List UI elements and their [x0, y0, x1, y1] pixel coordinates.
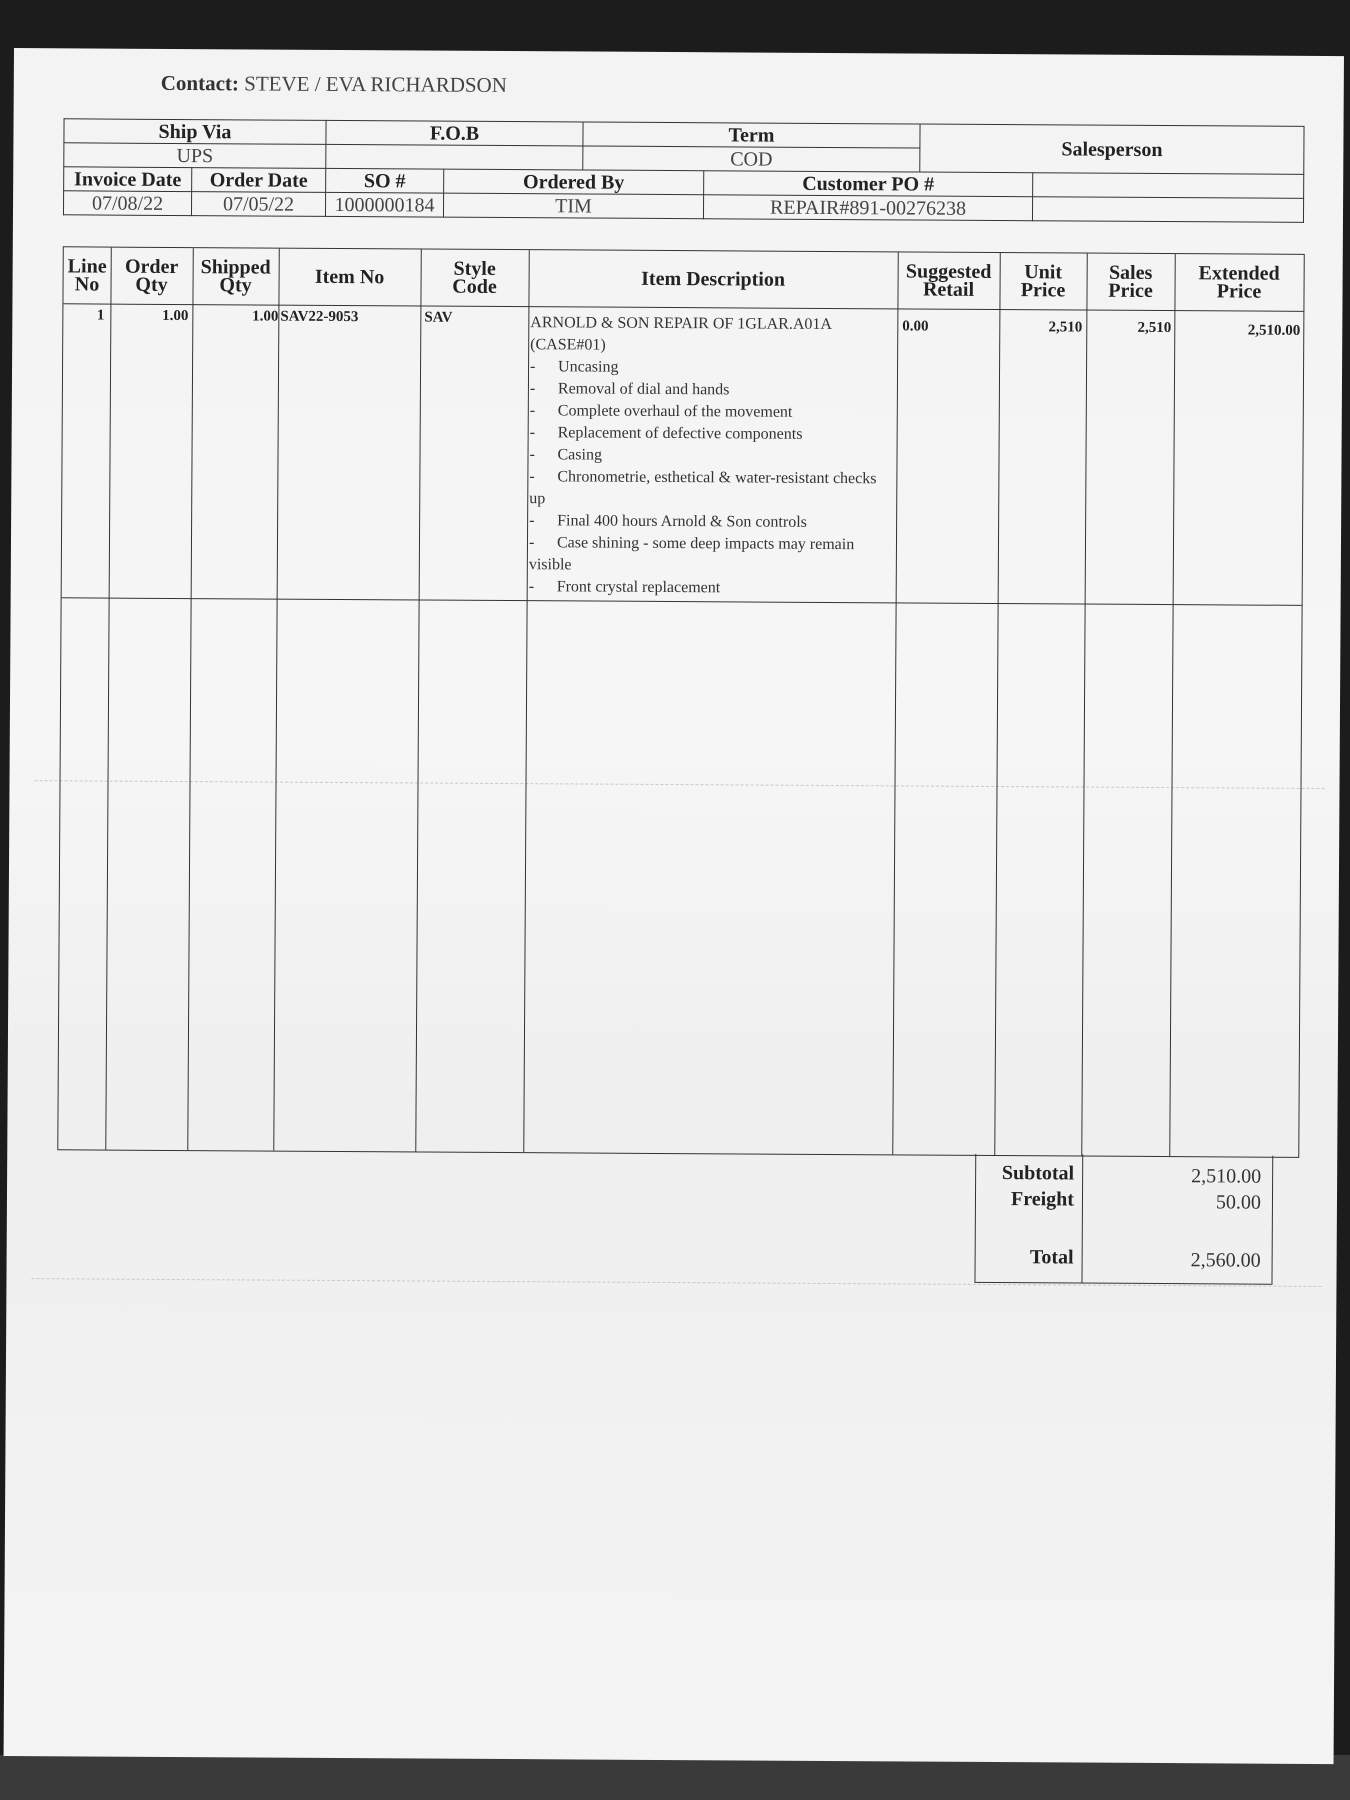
item-unit-price: 2,510	[1048, 319, 1083, 336]
column-divider	[892, 252, 899, 1154]
description-case: (CASE#01)	[530, 336, 606, 354]
bullet-dash: -	[528, 534, 535, 552]
bullet-dash: -	[529, 512, 535, 530]
term-label: Term	[583, 122, 920, 148]
col-line-no: Line No	[67, 255, 107, 296]
column-divider	[415, 249, 422, 1151]
order-header-table	[63, 118, 1305, 223]
item-order-qty: 1.00	[162, 307, 189, 325]
so-number-label: SO #	[326, 168, 444, 193]
fob-label: F.O.B	[326, 120, 583, 146]
col-style-code: Style Code	[452, 257, 497, 298]
col-unit-price: Unit Price	[1020, 261, 1066, 302]
so-number-value: 1000000184	[325, 192, 443, 217]
contact-line	[161, 71, 507, 98]
salesperson-label: Salesperson	[920, 124, 1304, 174]
customer-po-value: REPAIR#891-00276238	[703, 195, 1032, 221]
totals-divider	[1081, 1155, 1083, 1283]
contact-label: Contact:	[160, 70, 240, 96]
ship-via-label: Ship Via	[64, 119, 326, 145]
col-item-no: Item No	[314, 265, 385, 289]
column-divider	[1169, 254, 1176, 1156]
col-suggested-retail: Suggested Retail	[905, 260, 992, 301]
column-divider	[523, 250, 530, 1152]
description-step: Front crystal replacement	[556, 578, 721, 597]
description-step: Uncasing	[558, 358, 619, 376]
bullet-dash: -	[529, 380, 536, 398]
item-sales-price: 2,510	[1137, 319, 1172, 337]
item-description	[529, 312, 881, 600]
col-item-description: Item Description	[641, 267, 786, 291]
description-step: Case shining - some deep impacts may remain visible	[528, 534, 855, 574]
column-divider	[187, 248, 194, 1150]
bullet-dash: -	[530, 358, 536, 376]
subtotal-label: Subtotal	[1001, 1162, 1075, 1185]
description-step: Replacement of defective components	[557, 424, 803, 443]
bullet-dash: -	[529, 468, 535, 486]
description-step: Complete overhaul of the movement	[557, 402, 793, 421]
bullet-dash: -	[529, 446, 535, 464]
freight-label: Freight	[1010, 1188, 1075, 1211]
description-step: Casing	[557, 446, 603, 464]
line-items-table	[57, 246, 1304, 1158]
item-number: SAV22-9053	[280, 308, 359, 326]
col-sales-price: Sales Price	[1108, 261, 1153, 302]
bullet-dash: -	[529, 402, 536, 420]
fob-value	[326, 144, 583, 170]
invoice-sheet	[4, 48, 1344, 1764]
blank-cell	[1032, 197, 1303, 223]
invoice-date-label: Invoice Date	[64, 167, 192, 192]
description-title: ARNOLD & SON REPAIR OF 1GLAR.A01A	[530, 314, 833, 334]
ordered-by-value: TIM	[443, 193, 703, 219]
order-date-value: 07/05/22	[191, 192, 325, 217]
item-suggested-retail: 0.00	[902, 318, 929, 335]
description-step: Chronometrie, esthetical & water-resistant checks up	[529, 468, 877, 508]
item-line-no: 1	[96, 307, 105, 324]
description-step: Final 400 hours Arnold & Son controls	[557, 512, 807, 531]
item-extended-price: 2,510.00	[1247, 322, 1301, 339]
column-divider	[1081, 254, 1088, 1156]
contact-name: STEVE / EVA RICHARDSON	[244, 71, 507, 98]
customer-po-label: Customer PO #	[704, 171, 1033, 197]
term-value: COD	[583, 146, 920, 172]
total-value: 2,560.00	[1190, 1249, 1261, 1272]
blank-cell	[1033, 173, 1304, 199]
description-step: Removal of dial and hands	[557, 380, 730, 399]
bullet-dash: -	[528, 578, 535, 596]
item-style-code: SAV	[424, 309, 453, 326]
ordered-by-label: Ordered By	[444, 169, 704, 195]
subtotal-value: 2,510.00	[1191, 1165, 1262, 1188]
total-label: Total	[1029, 1246, 1074, 1269]
freight-value: 50.00	[1215, 1191, 1262, 1214]
totals-box	[974, 1154, 1273, 1285]
col-shipped-qty: Shipped Qty	[200, 256, 271, 297]
order-date-label: Order Date	[192, 168, 326, 193]
ship-via-value: UPS	[64, 143, 326, 169]
column-divider	[105, 248, 112, 1150]
bullet-dash: -	[529, 424, 536, 442]
col-extended-price: Extended Price	[1198, 262, 1280, 303]
column-divider	[994, 253, 1001, 1155]
invoice-date-value: 07/08/22	[63, 191, 191, 216]
col-order-qty: Order Qty	[124, 255, 179, 296]
column-divider	[273, 249, 280, 1151]
item-shipped-qty: 1.00	[252, 308, 279, 325]
